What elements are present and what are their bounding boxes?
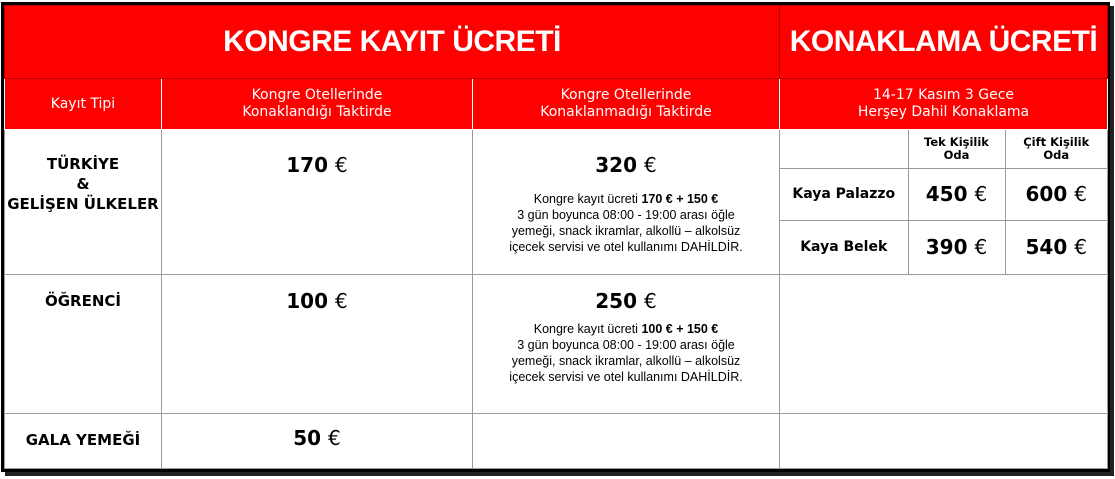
turkey-note-line4: içecek servisi ve otel kullanımı DAHİLDİR. [509,240,743,254]
student-in-hotels-amount: 100 [286,289,329,313]
student-in-hotels-cell [162,275,473,414]
turkey-not-in-hotels-cell [473,130,780,275]
registration-type-label: Kayıt Tipi [50,95,116,112]
gala-price-cell [162,414,473,469]
gala-amount: 50 [293,426,322,450]
turkey-label-cell [5,130,162,275]
gala-label: GALA YEMEĞİ [25,431,141,449]
student-not-in-hotels-price [473,289,779,313]
double-room-line1: Çift Kişilik [1023,134,1090,149]
fee-table-frame [1,2,1110,472]
student-note-prefix: Kongre kayıt ücreti [533,322,642,336]
hotel-double-amount: 600 [1025,182,1068,206]
single-room-line2: Oda [943,147,970,162]
hotel-single-amount: 450 [925,182,968,206]
gala-label-cell [5,414,162,469]
euro-sign: € [1074,235,1087,260]
student-note-line4: içecek servisi ve otel kullanımı DAHİLDİR. [509,370,743,384]
hotel-name: Kaya Palazzo [780,168,908,220]
single-room-line1: Tek Kişilik [924,134,989,149]
euro-sign: € [334,153,348,177]
double-room-line2: Oda [1043,147,1070,162]
student-note-bold: 100 € + 150 € [641,322,719,336]
hotel-single-price [908,220,1005,274]
hotel-name: Kaya Belek [780,220,908,274]
turkey-not-in-hotels-price [473,153,779,177]
turkey-not-in-hotels-amount: 320 [595,153,638,177]
turkey-note-line2: 3 gün boyunca 08:00 - 19:00 arası öğle [517,208,735,222]
student-note-line2: 3 gün boyunca 08:00 - 19:00 arası öğle [517,338,735,352]
euro-sign: € [643,289,657,313]
student-not-in-hotels-amount: 250 [595,289,638,313]
euro-sign: € [1074,182,1087,206]
gala-accommodation-empty [780,414,1108,469]
turkey-note-prefix: Kongre kayıt ücreti [533,192,642,206]
in-hotels-header [162,79,473,130]
hotel-double-price [1005,220,1107,274]
accommodation-fee-header [780,6,1108,79]
hotel-prices-table [780,130,1107,274]
student-note-line3: yemeği, snack ikramlar, alkollü – alkolsüz [511,354,741,368]
euro-sign: € [974,182,988,206]
hotel-prices-cell [780,130,1108,275]
euro-sign: € [643,153,657,177]
student-label: ÖĞRENCİ [44,292,121,310]
turkey-note-line3: yemeği, snack ikramlar, alkollü – alkolsüz [511,224,741,238]
in-hotels-line1: Kongre Otellerinde [251,87,383,103]
turkey-note-bold: 170 € + 150 € [641,192,719,206]
double-room-header [1005,130,1107,168]
euro-sign: € [974,235,988,260]
student-note [473,321,779,385]
turkey-in-hotels-cell [162,130,473,275]
accommodation-line2: Herşey Dahil Konaklama [857,104,1030,120]
not-in-hotels-line1: Kongre Otellerinde [560,87,692,103]
turkey-note [473,191,779,255]
turkey-label-line1: TÜRKİYE [46,155,120,173]
not-in-hotels-header [473,79,780,130]
registration-type-header [5,79,162,130]
accommodation-line1: 14-17 Kasım 3 Gece [872,87,1015,103]
gala-empty-cell [473,414,780,469]
registration-fee-header [5,6,780,79]
accommodation-period-header [780,79,1108,130]
in-hotels-line2: Konaklandığı Taktirde [242,104,392,120]
not-in-hotels-line2: Konaklanmadığı Taktirde [540,104,712,120]
accommodation-fee-title: KONAKLAMA ÜCRETİ [789,25,1098,58]
turkey-label-line3: GELİŞEN ÜLKELER [7,195,159,213]
turkey-label-line2: & [76,175,90,193]
student-label-cell [5,275,162,414]
turkey-in-hotels-price [162,153,472,177]
hotel-single-price [908,168,1005,220]
single-room-header [908,130,1005,168]
hotel-double-price [1005,168,1107,220]
fee-table [4,5,1108,469]
euro-sign: € [334,289,348,313]
euro-sign: € [328,426,341,450]
hotel-single-amount: 390 [925,235,968,260]
student-in-hotels-price [162,289,472,313]
hotel-empty-header [780,130,908,168]
turkey-in-hotels-amount: 170 [286,153,329,177]
gala-price [162,426,472,450]
student-accommodation-empty [780,275,1108,414]
hotel-double-amount: 540 [1025,235,1068,260]
registration-fee-title: KONGRE KAYIT ÜCRETİ [223,25,561,58]
student-not-in-hotels-cell [473,275,780,414]
